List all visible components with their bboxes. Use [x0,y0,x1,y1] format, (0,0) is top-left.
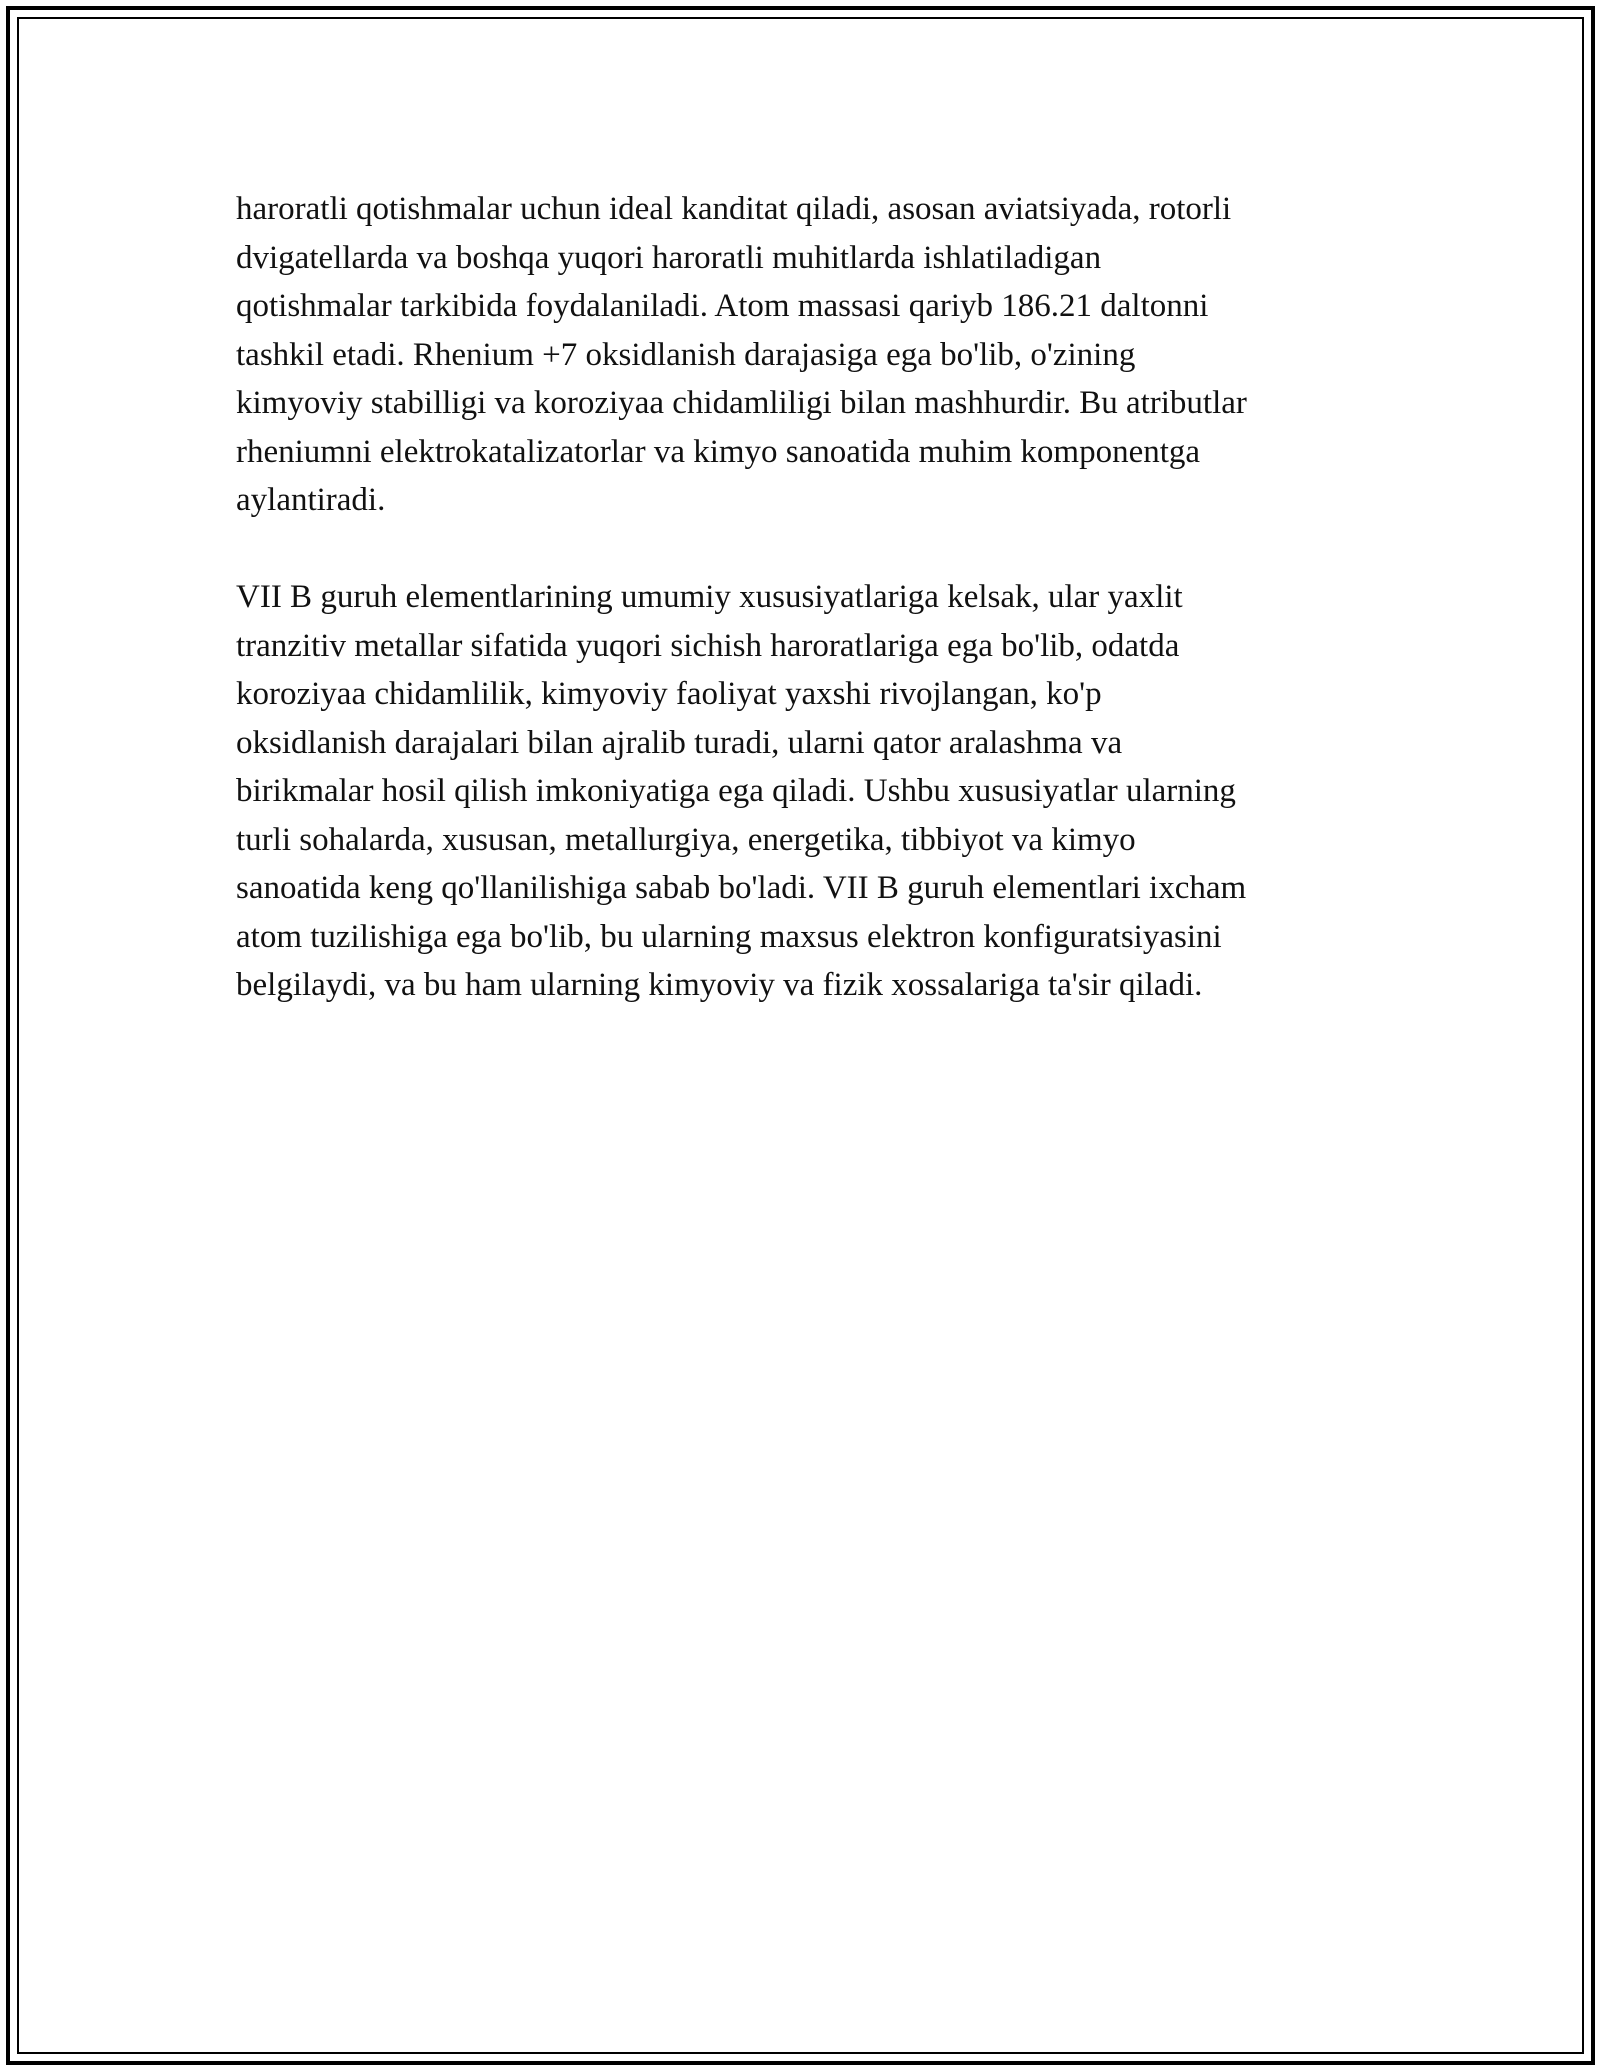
text-line: haroratli qotishmalar uchun ideal kanditat qiladi, asosan aviatsiyada, rotorli [236,191,1232,227]
text-line: sanoatida keng qo'llanilishiga sabab bo'ladi. VII B guruh elementlari ixcham [236,870,1247,906]
text-line: dvigatellarda va boshqa yuqori haroratli muhitlarda ishlatiladigan [236,239,1102,276]
text-line: koroziyaa chidamlilik, kimyoviy faoliyat yaxshi rivojlangan, ko'p [236,676,1102,712]
text-line: birikmalar hosil qilish imkoniyatiga ega qiladi. Ushbu xususiyatlar ularning [236,773,1236,809]
text-line: aylantiradi. [236,482,386,518]
text-line: kimyoviy stabilligi va koroziyaa chidamliligi bilan mashhurdir. Bu atributlar [236,385,1247,421]
paragraph-vii-b-group [236,573,1386,1010]
text-line: tranzitiv metallar sifatida yuqori sichish haroratlariga ega bo'lib, odatda [236,627,1180,664]
text-line: tashkil etadi. Rhenium +7 oksidlanish darajasiga ega bo'lib, o'zining [236,336,1136,373]
paragraph-rhenium [236,185,1386,525]
text-line: belgilaydi, va bu ham ularning kimyoviy va fizik xossalariga ta'sir qiladi. [236,967,1203,1003]
text-line: qotishmalar tarkibida foydalaniladi. Atom massasi qariyb 186.21 daltonni [236,288,1209,324]
text-line: oksidlanish darajalari bilan ajralib turadi, ularni qator aralashma va [236,724,1123,761]
text-line: VII B guruh elementlarining umumiy xususiyatlariga kelsak, ular yaxlit [236,579,1183,615]
text-line: rheniumni elektrokatalizatorlar va kimyo sanoatida muhim komponentga [236,433,1201,470]
text-line: turli sohalarda, xususan, metallurgiya, energetika, tibbiyot va kimyo [236,821,1136,858]
document-body [236,185,1386,1058]
text-line: atom tuzilishiga ega bo'lib, bu ularning maxsus elektron konfiguratsiyasini [236,918,1222,955]
